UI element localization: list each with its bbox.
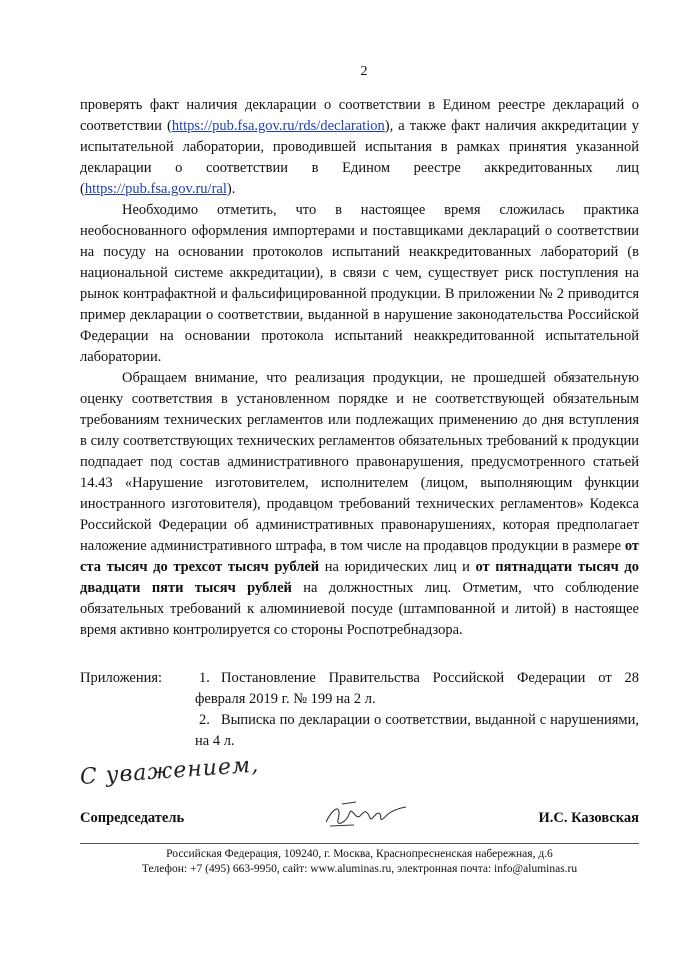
letter-body [80,95,639,641]
fine-legal-entities: от ста тысяч до трехсот тысяч рублей [80,538,639,575]
footer-divider [80,843,639,844]
paragraph-1-text-c: ). [226,181,236,197]
attachment-text: Выписка по декларации о соответствии, выданной с нарушениями, на 4 л. [195,712,639,749]
paragraph-2: Необходимо отметить, что в настоящее время сложилась практика необоснованного оформления импортерами и поставщиками деклараций о соответствии на посуду на основании протоколов испытаний неаккредитованных лабораторий (в национальной системе аккредитации), в связи с чем, существует риск поступления на рынок контрафактной и фальсифицированной продукции. В приложении № 2 приводится пример декларации о соответствии, выданной в нарушение законодательства Российской Федерации на основании протокола испытаний неаккредитованной испытательной лаборатории. [80,202,639,365]
signature-mark [320,798,410,832]
attachment-number: 2. [199,712,210,728]
attachment-number: 1. [199,670,210,686]
fine-officials: от пятнадцати тысяч до двадцати пяти тысяч рублей [80,559,639,596]
paragraph-3-text-c: на должностных лиц. Отметим, что соблюдение обязательных требований к алюминиевой посуде (штампованной и литой) в настоящее время активно контролируется со стороны Роспотребнадзора. [80,580,639,638]
letterhead-footer [80,847,639,877]
paragraph-1-text-a: проверять факт наличия декларации о соответствии в Едином реестре деклараций о соответствии ( [80,97,639,134]
attachment-item [195,710,639,752]
paragraph-1 [80,95,639,200]
paragraph-3-text-a: Обращаем внимание, что реализация продукции, не прошедшей обязательную оценку соответствия в установленном порядке и не соответствующей обязательным требованиям технических регламентов или подлежащих применению до дня вступления в силу соответствующих технических регламентов обязательных требований к продукции подпадает под состав административного правонарушения, предусмотренного статьей 14.43 «Нарушение изготовителем, исполнителем (лицом, выполняющим функции иностранного изготовителя), продавцом требований технических регламентов» Кодекса Российской Федерации об административных правонарушениях, которая предполагает наложение административного штрафа, в том числе на продавцов продукции в размере [80,370,639,554]
declaration-registry-link[interactable]: https://pub.fsa.gov.ru/rds/declaration [171,118,385,134]
signer-name: И.С. Казовская [538,810,639,826]
paragraph-3 [80,368,639,641]
attachment-item [195,668,639,710]
signature-block [80,810,639,840]
attachments-label: Приложения: [80,670,163,686]
attachment-text: Постановление Правительства Российской Федерации от 28 февраля 2019 г. № 199 на 2 л. [195,670,639,707]
footer-contacts: Телефон: +7 (495) 663-9950, сайт: www.aluminas.ru, электронная почта: info@aluminas.ru [141,863,578,875]
handwritten-regards: С уважением, [79,752,260,790]
signer-title: Сопредседатель [80,810,185,826]
paragraph-1-text-b: ), а также факт наличия аккредитации у испытательной лаборатории, проводившей испытания в рамках принятия указанной декларации о соответствии в Едином реестре аккредитованных лиц ( [80,118,640,197]
accreditation-registry-link[interactable]: https://pub.fsa.gov.ru/ral [84,181,227,197]
footer-address: Российская Федерация, 109240, г. Москва, Краснопресненская набережная, д.6 [166,848,553,860]
page-number: 2 [360,64,368,79]
attachments-list [195,668,639,752]
paragraph-3-text-b: на юридических лиц и [319,559,476,575]
